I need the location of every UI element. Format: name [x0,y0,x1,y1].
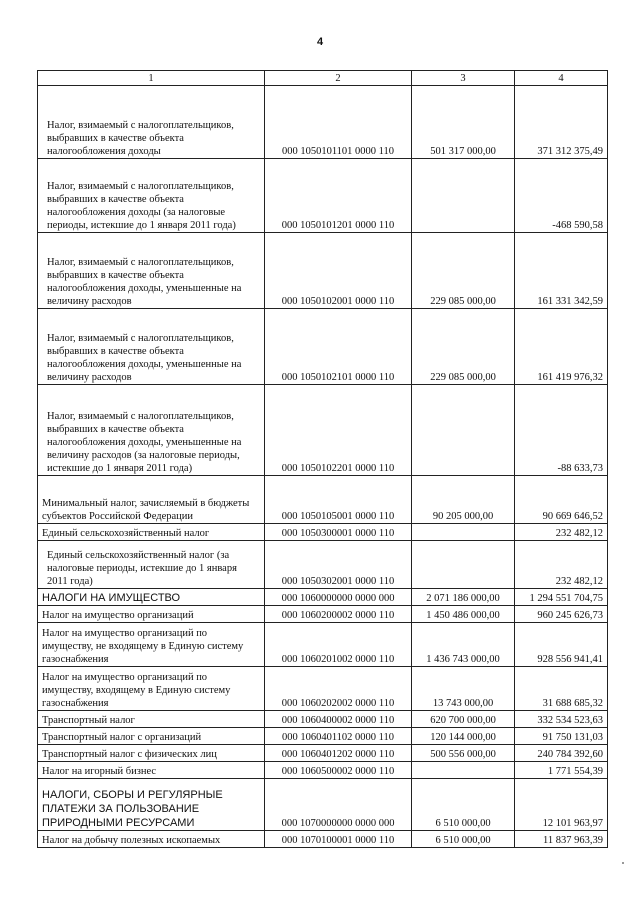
row-actual: -468 590,58 [515,159,608,233]
row-actual: 240 784 392,60 [515,745,608,762]
table-row [38,589,608,606]
scan-speck [622,862,624,864]
row-actual: 232 482,12 [515,541,608,589]
row-actual: 11 837 963,39 [515,831,608,848]
row-plan [412,762,515,779]
row-code: 000 1060202002 0000 110 [265,667,412,711]
table-row [38,762,608,779]
row-code: 000 1050300001 0000 110 [265,524,412,541]
row-actual: 91 750 131,03 [515,728,608,745]
row-name: Налог на имущество организаций [38,606,265,623]
row-actual: -88 633,73 [515,385,608,476]
row-actual: 928 556 941,41 [515,623,608,667]
row-plan [412,524,515,541]
table-row [38,667,608,711]
row-actual: 161 331 342,59 [515,233,608,309]
row-plan [412,159,515,233]
table-row [38,233,608,309]
row-plan: 500 556 000,00 [412,745,515,762]
row-code: 000 1050101101 0000 110 [265,86,412,159]
table-row [38,476,608,524]
row-name: Налог на игорный бизнес [38,762,265,779]
table-row [38,385,608,476]
row-name: Налог на имущество организаций по имуществу, не входящему в Единую систему газоснабжения [38,623,265,667]
row-name: Транспортный налог [38,711,265,728]
row-code: 000 1060201002 0000 110 [265,623,412,667]
column-header-3: 3 [412,71,515,86]
row-code: 000 1050102201 0000 110 [265,385,412,476]
row-plan: 6 510 000,00 [412,779,515,831]
row-plan: 90 205 000,00 [412,476,515,524]
row-code: 000 1060200002 0000 110 [265,606,412,623]
row-code: 000 1050302001 0000 110 [265,541,412,589]
row-plan: 6 510 000,00 [412,831,515,848]
row-plan: 13 743 000,00 [412,667,515,711]
budget-revenue-table [37,70,608,848]
row-plan: 620 700 000,00 [412,711,515,728]
row-name: Транспортный налог с физических лиц [38,745,265,762]
row-actual: 232 482,12 [515,524,608,541]
column-header-2: 2 [265,71,412,86]
row-name: Налог на имущество организаций по имуществу, входящему в Единую систему газоснабжения [38,667,265,711]
column-header-1: 1 [38,71,265,86]
row-plan: 229 085 000,00 [412,233,515,309]
table-row [38,745,608,762]
row-code: 000 1060500002 0000 110 [265,762,412,779]
row-plan: 2 071 186 000,00 [412,589,515,606]
row-name: Транспортный налог с организаций [38,728,265,745]
table-row [38,623,608,667]
table-row [38,711,608,728]
row-code: 000 1050102101 0000 110 [265,309,412,385]
row-plan: 229 085 000,00 [412,309,515,385]
row-plan [412,385,515,476]
table-row [38,86,608,159]
column-header-4: 4 [515,71,608,86]
row-actual: 90 669 646,52 [515,476,608,524]
row-code: 000 1050101201 0000 110 [265,159,412,233]
row-code: 000 1060401202 0000 110 [265,745,412,762]
table-row [38,541,608,589]
row-plan [412,541,515,589]
row-name: Минимальный налог, зачисляемый в бюджеты субъектов Российской Федерации [38,476,265,524]
table-row [38,606,608,623]
row-name: НАЛОГИ, СБОРЫ И РЕГУЛЯРНЫЕ ПЛАТЕЖИ ЗА ПОЛЬЗОВАНИЕ ПРИРОДНЫМИ РЕСУРСАМИ [38,779,265,831]
row-code: 000 1050105001 0000 110 [265,476,412,524]
row-actual: 332 534 523,63 [515,711,608,728]
row-code: 000 1050102001 0000 110 [265,233,412,309]
table-row [38,159,608,233]
page-number: 4 [316,36,324,48]
row-code: 000 1070100001 0000 110 [265,831,412,848]
row-code: 000 1060000000 0000 000 [265,589,412,606]
row-actual: 371 312 375,49 [515,86,608,159]
table-header-row [38,71,608,86]
table-row [38,831,608,848]
row-actual: 960 245 626,73 [515,606,608,623]
row-code: 000 1060400002 0000 110 [265,711,412,728]
row-name: Налог, взимаемый с налогоплательщиков, выбравших в качестве объекта налогообложения доходы [38,86,265,159]
row-actual: 31 688 685,32 [515,667,608,711]
row-code: 000 1070000000 0000 000 [265,779,412,831]
row-plan: 1 450 486 000,00 [412,606,515,623]
row-actual: 161 419 976,32 [515,309,608,385]
table-row [38,779,608,831]
row-code: 000 1060401102 0000 110 [265,728,412,745]
table-row [38,728,608,745]
row-name: Налог, взимаемый с налогоплательщиков, выбравших в качестве объекта налогообложения доходы, уменьшенные на величину расходов (за налоговые периоды, истекшие до 1 января 2011 года) [38,385,265,476]
row-plan: 501 317 000,00 [412,86,515,159]
row-name: Налог, взимаемый с налогоплательщиков, выбравших в качестве объекта налогообложения доходы, уменьшенные на величину расходов [38,233,265,309]
row-plan: 1 436 743 000,00 [412,623,515,667]
row-actual: 1 771 554,39 [515,762,608,779]
row-name: Налог, взимаемый с налогоплательщиков, выбравших в качестве объекта налогообложения доходы, уменьшенные на величину расходов [38,309,265,385]
row-name: Налог на добычу полезных ископаемых [38,831,265,848]
row-actual: 12 101 963,97 [515,779,608,831]
row-actual: 1 294 551 704,75 [515,589,608,606]
row-plan: 120 144 000,00 [412,728,515,745]
row-name: Единый сельскохозяйственный налог (за налоговые периоды, истекшие до 1 января 2011 года) [38,541,265,589]
row-name: НАЛОГИ НА ИМУЩЕСТВО [38,589,265,606]
row-name: Единый сельскохозяйственный налог [38,524,265,541]
table-row [38,524,608,541]
table-row [38,309,608,385]
row-name: Налог, взимаемый с налогоплательщиков, выбравших в качестве объекта налогообложения доходы (за налоговые периоды, истекшие до 1 января 2011 года) [38,159,265,233]
